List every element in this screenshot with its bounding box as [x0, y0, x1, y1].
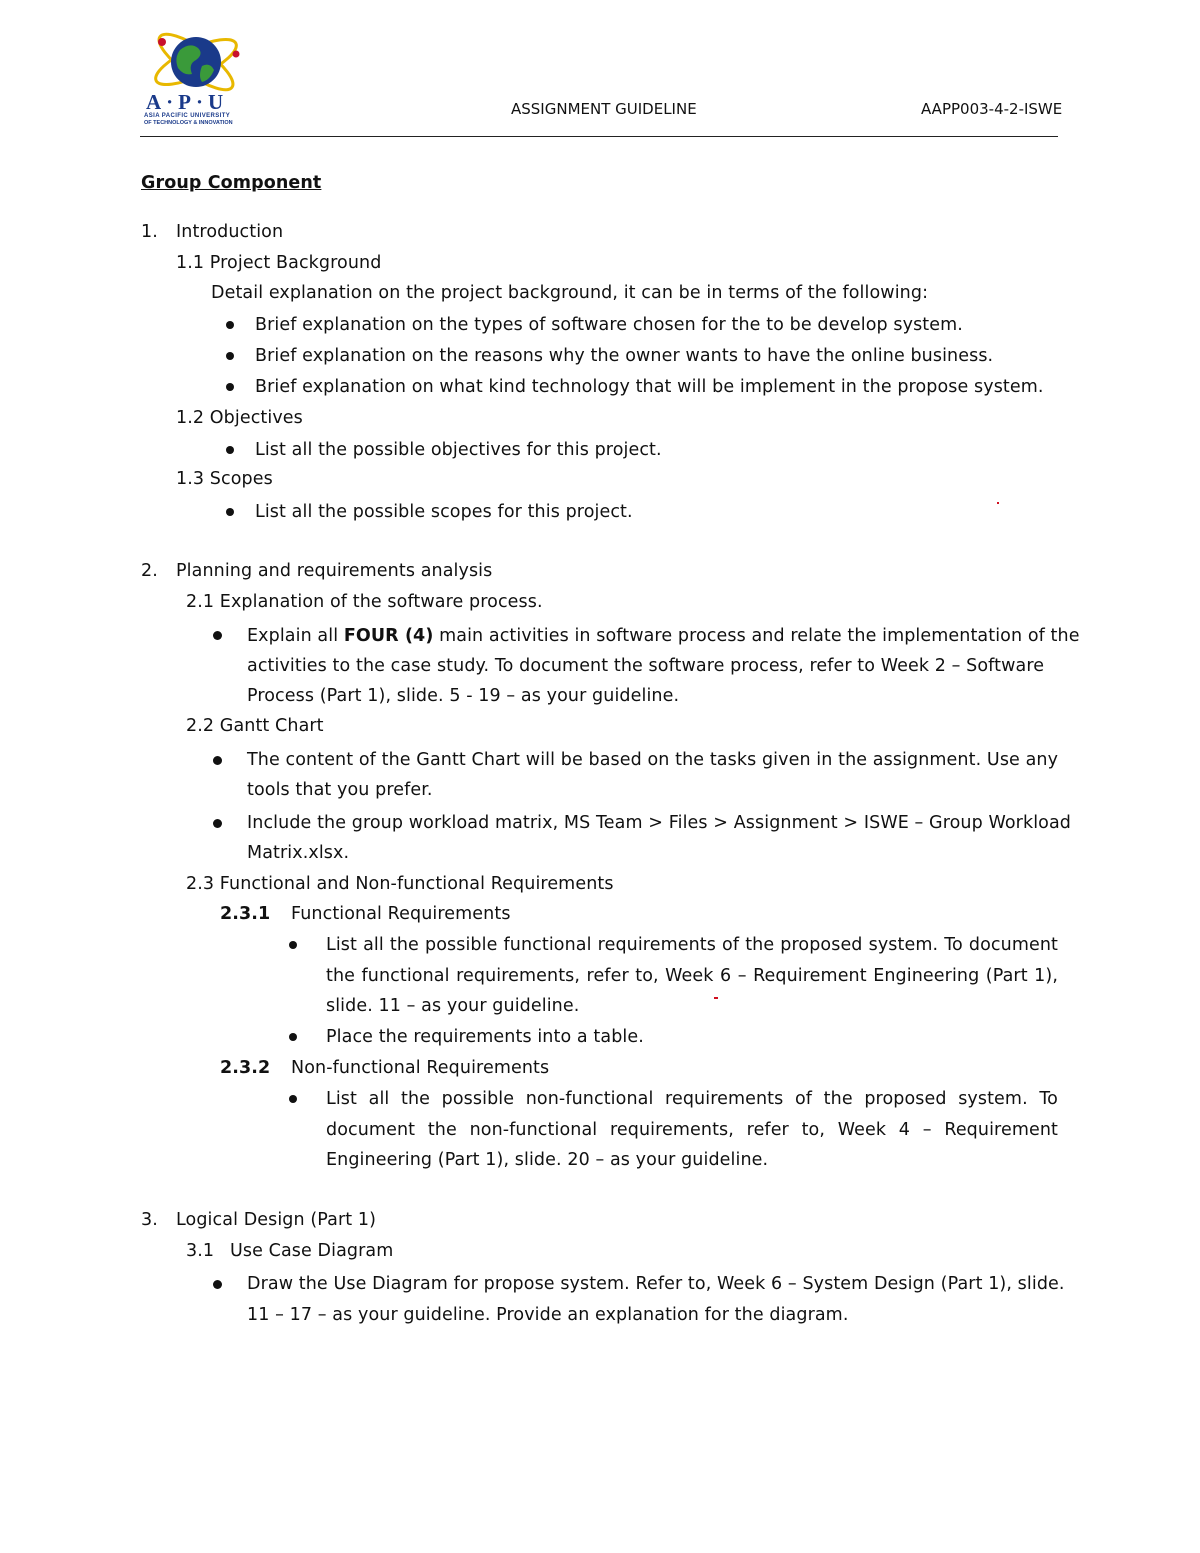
list-item: Brief explanation on the types of software chosen for the to be develop system.: [255, 315, 963, 335]
section-2-3-title: 2.3 Functional and Non-functional Requirements: [186, 874, 614, 894]
header-rule: [140, 136, 1058, 137]
list-item: Brief explanation on the reasons why the owner wants to have the online business.: [255, 346, 994, 366]
bullet-icon: [289, 941, 297, 949]
logo-acronym: A·P·U: [146, 90, 229, 114]
bullet-icon: [226, 446, 234, 454]
section-2-2-title: 2.2 Gantt Chart: [186, 716, 324, 736]
list-item-line: List all the possible functional requirements of the proposed system. To document: [326, 935, 1058, 955]
list-item-line: Include the group workload matrix, MS Team > Files > Assignment > ISWE – Group Workload: [247, 813, 1072, 833]
section-3-1-number: 3.1: [186, 1241, 215, 1261]
list-item: List all the possible objectives for this project.: [255, 440, 662, 460]
logo-subtext-line-1: ASIA PACIFIC UNIVERSITY: [144, 113, 231, 119]
list-item-text: main activities in software process and relate the implementation of the: [433, 626, 1080, 646]
list-item-line: document the non-functional requirements, refer to, Week 4 – Requirement: [326, 1120, 1058, 1140]
list-item-line: activities to the case study. To document the software process, refer to Week 2 – Software: [247, 656, 1045, 676]
list-item-line: Engineering (Part 1), slide. 20 – as your guideline.: [326, 1150, 769, 1170]
section-3-1-title: Use Case Diagram: [230, 1241, 394, 1261]
bullet-icon: [213, 756, 222, 765]
stray-red-mark: [714, 997, 718, 999]
bullet-icon: [226, 383, 234, 391]
bullet-icon: [289, 1033, 297, 1041]
list-item-line: List all the possible non-functional requirements of the proposed system. To: [326, 1089, 1058, 1109]
apu-logo: [138, 24, 250, 128]
list-item-text: Explain all: [247, 626, 344, 646]
header-title: ASSIGNMENT GUIDELINE: [511, 100, 697, 118]
section-2-3-1-number: 2.3.1: [220, 904, 271, 924]
list-item-line: slide. 11 – as your guideline.: [326, 996, 580, 1016]
header-module-code: AAPP003-4-2-ISWE: [921, 100, 1063, 118]
section-2-1-title: 2.1 Explanation of the software process.: [186, 592, 543, 612]
section-3-title: Logical Design (Part 1): [176, 1210, 377, 1230]
section-1-number: 1.: [141, 222, 158, 242]
list-item-line: 11 – 17 – as your guideline. Provide an explanation for the diagram.: [247, 1305, 849, 1325]
page-heading: Group Component: [141, 173, 322, 193]
bullet-icon: [226, 508, 234, 516]
list-item: List all the possible scopes for this project.: [255, 502, 633, 522]
list-item-line: [247, 626, 1080, 646]
section-1-2-title: 1.2 Objectives: [176, 408, 303, 428]
bullet-icon: [213, 631, 222, 640]
section-1-1-intro: Detail explanation on the project background, it can be in terms of the following:: [211, 283, 929, 303]
bullet-icon: [226, 352, 234, 360]
emphasis-text: FOUR (4): [343, 626, 434, 646]
section-1-1-title: 1.1 Project Background: [176, 253, 382, 273]
list-item-line: Process (Part 1), slide. 5 - 19 – as your guideline.: [247, 686, 680, 706]
section-1-title: Introduction: [176, 222, 284, 242]
list-item: Brief explanation on what kind technology that will be implement in the propose system.: [255, 377, 1044, 397]
section-2-3-1-title: Functional Requirements: [291, 904, 511, 924]
list-item-line: tools that you prefer.: [247, 780, 433, 800]
section-2-title: Planning and requirements analysis: [176, 561, 493, 581]
list-item-line: The content of the Gantt Chart will be based on the tasks given in the assignment. Use any: [247, 750, 1059, 770]
list-item-line: the functional requirements, refer to, Week 6 – Requirement Engineering (Part 1),: [326, 966, 1058, 986]
list-item: Place the requirements into a table.: [326, 1027, 644, 1047]
section-2-3-2-title: Non-functional Requirements: [291, 1058, 550, 1078]
bullet-icon: [213, 1280, 222, 1289]
list-item-line: Draw the Use Diagram for propose system. Refer to, Week 6 – System Design (Part 1), slide.: [247, 1274, 1065, 1294]
bullet-icon: [289, 1095, 297, 1103]
section-1-3-title: 1.3 Scopes: [176, 469, 273, 489]
bullet-icon: [226, 321, 234, 329]
list-item-line: Matrix.xlsx.: [247, 843, 350, 863]
section-2-3-2-number: 2.3.2: [220, 1058, 271, 1078]
section-2-number: 2.: [141, 561, 158, 581]
stray-red-mark: [997, 502, 999, 504]
section-3-number: 3.: [141, 1210, 158, 1230]
bullet-icon: [213, 819, 222, 828]
logo-subtext-line-2: OF TECHNOLOGY & INNOVATION: [144, 120, 233, 126]
